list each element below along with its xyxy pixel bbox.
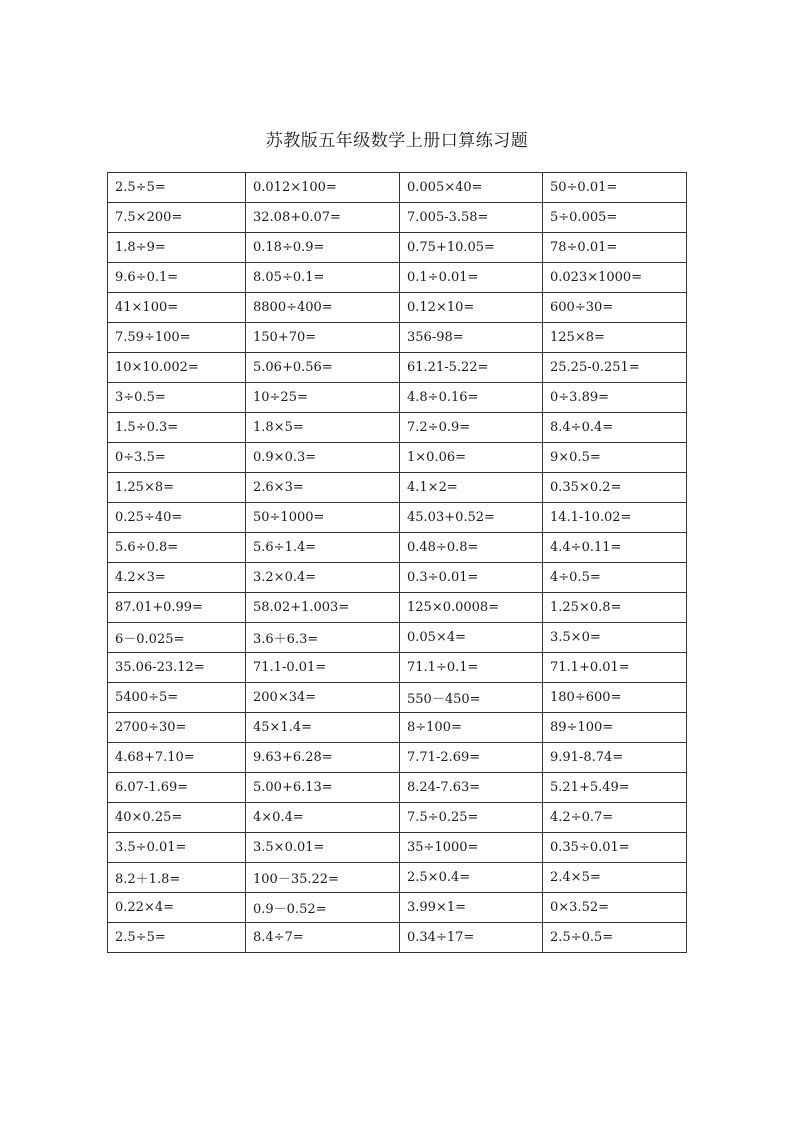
exercise-cell: 200×34= bbox=[246, 683, 400, 713]
table-row bbox=[108, 263, 687, 293]
exercise-cell: 3.99×1= bbox=[400, 893, 543, 923]
exercise-cell: 1.8÷9= bbox=[108, 233, 246, 263]
table-row bbox=[108, 803, 687, 833]
exercise-cell: 14.1-10.02= bbox=[543, 503, 687, 533]
page-title: 苏教版五年级数学上册口算练习题 bbox=[265, 131, 529, 151]
exercise-cell: 50÷0.01= bbox=[543, 173, 687, 203]
table-row bbox=[108, 893, 687, 923]
exercise-cell: 150+70= bbox=[246, 323, 400, 353]
exercise-cell: 2700÷30= bbox=[108, 713, 246, 743]
exercise-cell: 5.6÷1.4= bbox=[246, 533, 400, 563]
exercise-cell: 7.5÷0.25= bbox=[400, 803, 543, 833]
exercise-cell: 4×0.4= bbox=[246, 803, 400, 833]
table-row bbox=[108, 293, 687, 323]
exercise-cell: 2.6×3= bbox=[246, 473, 400, 503]
exercise-cell: 1×0.06= bbox=[400, 443, 543, 473]
exercise-cell: 4÷0.5= bbox=[543, 563, 687, 593]
exercise-cell: 35.06-23.12= bbox=[108, 653, 246, 683]
exercise-cell: 5.21+5.49= bbox=[543, 773, 687, 803]
exercise-cell: 1.25×8= bbox=[108, 473, 246, 503]
exercise-cell: 4.8÷0.16= bbox=[400, 383, 543, 413]
exercise-cell: 6－0.025= bbox=[108, 623, 246, 653]
exercise-cell: 8.2＋1.8= bbox=[108, 863, 246, 893]
exercise-cell: 71.1-0.01= bbox=[246, 653, 400, 683]
exercise-cell: 1.5÷0.3= bbox=[108, 413, 246, 443]
exercise-cell: 41×100= bbox=[108, 293, 246, 323]
exercise-cell: 0.3÷0.01= bbox=[400, 563, 543, 593]
exercise-cell: 2.5÷0.5= bbox=[543, 923, 687, 953]
exercise-cell: 3.5×0= bbox=[543, 623, 687, 653]
exercise-cell: 3.6＋6.3= bbox=[246, 623, 400, 653]
exercise-cell: 550－450= bbox=[400, 683, 543, 713]
table-row bbox=[108, 233, 687, 263]
exercise-cell: 0.75+10.05= bbox=[400, 233, 543, 263]
exercise-cell: 10×10.002= bbox=[108, 353, 246, 383]
exercise-cell: 1.25×0.8= bbox=[543, 593, 687, 623]
exercise-cell: 100－35.22= bbox=[246, 863, 400, 893]
exercise-cell: 7.5×200= bbox=[108, 203, 246, 233]
table-row bbox=[108, 593, 687, 623]
exercise-cell: 9.91-8.74= bbox=[543, 743, 687, 773]
exercise-cell: 5.6÷0.8= bbox=[108, 533, 246, 563]
table-row bbox=[108, 743, 687, 773]
exercise-cell: 7.005-3.58= bbox=[400, 203, 543, 233]
exercise-cell: 40×0.25= bbox=[108, 803, 246, 833]
table-row bbox=[108, 323, 687, 353]
exercise-cell: 32.08+0.07= bbox=[246, 203, 400, 233]
table-row bbox=[108, 443, 687, 473]
exercise-cell: 89÷100= bbox=[543, 713, 687, 743]
table-row bbox=[108, 683, 687, 713]
exercise-cell: 8.4÷0.4= bbox=[543, 413, 687, 443]
exercise-cell: 0÷3.89= bbox=[543, 383, 687, 413]
exercise-cell: 0.25÷40= bbox=[108, 503, 246, 533]
table-row bbox=[108, 713, 687, 743]
exercise-cell: 7.59÷100= bbox=[108, 323, 246, 353]
exercise-cell: 45.03+0.52= bbox=[400, 503, 543, 533]
exercise-cell: 5400÷5= bbox=[108, 683, 246, 713]
exercise-cell: 7.71-2.69= bbox=[400, 743, 543, 773]
exercise-cell: 4.1×2= bbox=[400, 473, 543, 503]
exercise-cell: 3÷0.5= bbox=[108, 383, 246, 413]
exercise-cell: 0.12×10= bbox=[400, 293, 543, 323]
exercise-cell: 8.24-7.63= bbox=[400, 773, 543, 803]
exercise-cell: 87.01+0.99= bbox=[108, 593, 246, 623]
exercise-cell: 2.5÷5= bbox=[108, 923, 246, 953]
exercise-cell: 8.05÷0.1= bbox=[246, 263, 400, 293]
table-row bbox=[108, 383, 687, 413]
exercise-cell: 0÷3.5= bbox=[108, 443, 246, 473]
exercise-cell: 50÷1000= bbox=[246, 503, 400, 533]
table-row bbox=[108, 203, 687, 233]
exercise-cell: 1.8×5= bbox=[246, 413, 400, 443]
exercise-cell: 180÷600= bbox=[543, 683, 687, 713]
exercise-cell: 10÷25= bbox=[246, 383, 400, 413]
exercise-cell: 5.06+0.56= bbox=[246, 353, 400, 383]
exercise-cell: 2.5×0.4= bbox=[400, 863, 543, 893]
table-row bbox=[108, 773, 687, 803]
table-row bbox=[108, 473, 687, 503]
exercise-cell: 0.48÷0.8= bbox=[400, 533, 543, 563]
exercise-cell: 4.2÷0.7= bbox=[543, 803, 687, 833]
table-row bbox=[108, 653, 687, 683]
exercise-cell: 3.5÷0.01= bbox=[108, 833, 246, 863]
exercise-cell: 5.00+6.13= bbox=[246, 773, 400, 803]
table-row bbox=[108, 503, 687, 533]
exercise-cell: 600÷30= bbox=[543, 293, 687, 323]
exercise-cell: 0.34÷17= bbox=[400, 923, 543, 953]
exercise-cell: 45×1.4= bbox=[246, 713, 400, 743]
exercise-cell: 2.5÷5= bbox=[108, 173, 246, 203]
exercise-cell: 125×8= bbox=[543, 323, 687, 353]
exercise-cell: 9.6÷0.1= bbox=[108, 263, 246, 293]
exercise-cell: 6.07-1.69= bbox=[108, 773, 246, 803]
table-row bbox=[108, 623, 687, 653]
exercise-cell: 7.2÷0.9= bbox=[400, 413, 543, 443]
exercise-cell: 71.1÷0.1= bbox=[400, 653, 543, 683]
exercise-cell: 25.25-0.251= bbox=[543, 353, 687, 383]
exercise-cell: 71.1+0.01= bbox=[543, 653, 687, 683]
table-row bbox=[108, 563, 687, 593]
exercise-cell: 3.2×0.4= bbox=[246, 563, 400, 593]
exercise-table bbox=[107, 172, 687, 953]
table-row bbox=[108, 413, 687, 443]
exercise-cell: 0.35×0.2= bbox=[543, 473, 687, 503]
exercise-cell: 5÷0.005= bbox=[543, 203, 687, 233]
exercise-cell: 0.9×0.3= bbox=[246, 443, 400, 473]
exercise-cell: 0.9－0.52= bbox=[246, 893, 400, 923]
table-row bbox=[108, 833, 687, 863]
exercise-cell: 3.5×0.01= bbox=[246, 833, 400, 863]
exercise-cell: 8.4÷7= bbox=[246, 923, 400, 953]
exercise-cell: 9×0.5= bbox=[543, 443, 687, 473]
exercise-cell: 0.22×4= bbox=[108, 893, 246, 923]
exercise-cell: 4.2×3= bbox=[108, 563, 246, 593]
table-row bbox=[108, 353, 687, 383]
exercise-cell: 0.1÷0.01= bbox=[400, 263, 543, 293]
exercise-cell: 0.012×100= bbox=[246, 173, 400, 203]
exercise-table-body bbox=[108, 173, 687, 953]
exercise-cell: 58.02+1.003= bbox=[246, 593, 400, 623]
exercise-cell: 9.63+6.28= bbox=[246, 743, 400, 773]
table-row bbox=[108, 863, 687, 893]
exercise-cell: 356-98= bbox=[400, 323, 543, 353]
exercise-cell: 8÷100= bbox=[400, 713, 543, 743]
exercise-cell: 61.21-5.22= bbox=[400, 353, 543, 383]
exercise-cell: 0.023×1000= bbox=[543, 263, 687, 293]
exercise-cell: 0.18÷0.9= bbox=[246, 233, 400, 263]
exercise-cell: 4.68+7.10= bbox=[108, 743, 246, 773]
exercise-cell: 0.35÷0.01= bbox=[543, 833, 687, 863]
exercise-cell: 0.005×40= bbox=[400, 173, 543, 203]
table-row bbox=[108, 533, 687, 563]
exercise-cell: 0×3.52= bbox=[543, 893, 687, 923]
table-row bbox=[108, 923, 687, 953]
exercise-cell: 2.4×5= bbox=[543, 863, 687, 893]
exercise-cell: 35÷1000= bbox=[400, 833, 543, 863]
exercise-cell: 125×0.0008= bbox=[400, 593, 543, 623]
exercise-cell: 78÷0.01= bbox=[543, 233, 687, 263]
exercise-cell: 8800÷400= bbox=[246, 293, 400, 323]
exercise-cell: 4.4÷0.11= bbox=[543, 533, 687, 563]
table-row bbox=[108, 173, 687, 203]
exercise-cell: 0.05×4= bbox=[400, 623, 543, 653]
